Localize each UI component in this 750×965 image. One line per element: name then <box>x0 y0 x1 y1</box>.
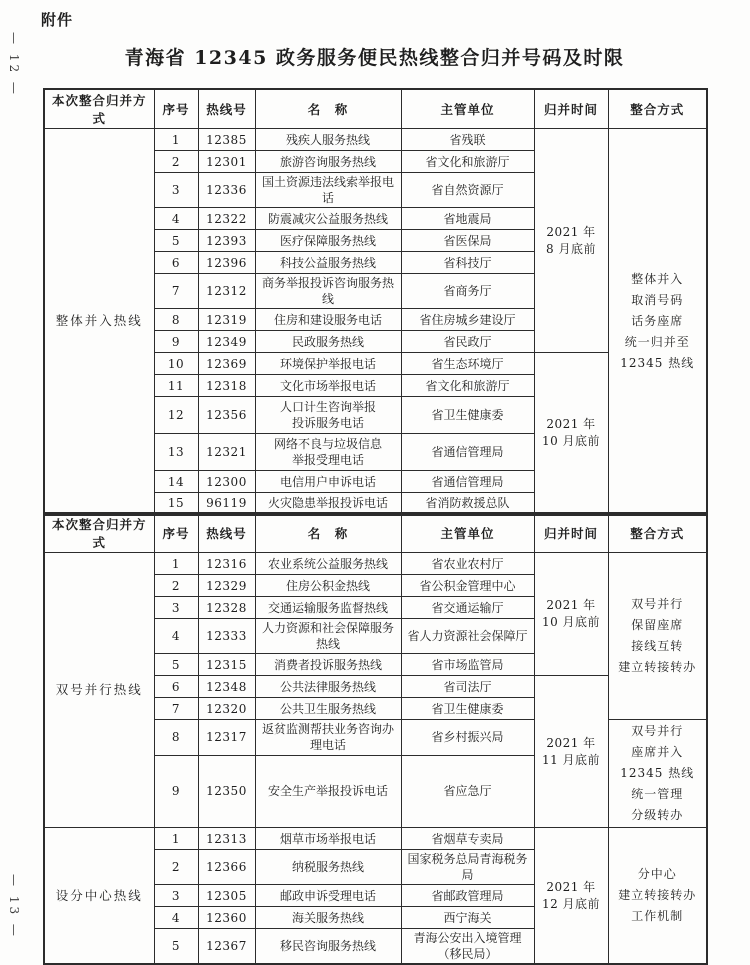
serial-number-cell: 1 <box>154 828 198 850</box>
column-header: 归并时间 <box>534 89 608 129</box>
hotline-name-cell: 火灾隐患举报投诉电话 <box>255 493 401 515</box>
responsible-unit-cell: 省通信管理局 <box>401 434 534 471</box>
serial-number-cell: 3 <box>154 885 198 907</box>
column-header: 主管单位 <box>401 513 534 553</box>
serial-number-cell: 2 <box>154 850 198 885</box>
responsible-unit-cell: 省烟草专卖局 <box>401 828 534 850</box>
hotline-number-cell: 12319 <box>198 309 255 331</box>
column-header: 序号 <box>154 89 198 129</box>
responsible-unit-cell: 省住房城乡建设厅 <box>401 309 534 331</box>
merge-time-cell: 2021 年 8 月底前 <box>534 129 608 353</box>
hotline-name-cell: 移民咨询服务热线 <box>255 929 401 965</box>
responsible-unit-cell: 省人力资源社会保障厅 <box>401 619 534 654</box>
responsible-unit-cell: 省卫生健康委 <box>401 397 534 434</box>
hotline-number-cell: 12393 <box>198 230 255 252</box>
merge-time-cell: 2021 年 12 月底前 <box>534 828 608 965</box>
serial-number-cell: 3 <box>154 597 198 619</box>
hotline-name-cell: 住房和建设服务电话 <box>255 309 401 331</box>
column-header: 热线号 <box>198 89 255 129</box>
table-header-row <box>44 89 707 129</box>
serial-number-cell: 5 <box>154 929 198 965</box>
hotline-name-cell: 公共法律服务热线 <box>255 676 401 698</box>
integration-method-cell: 分中心 建立转接转办 工作机制 <box>608 828 707 965</box>
hotline-number-cell: 12317 <box>198 720 255 756</box>
table-row <box>44 89 707 129</box>
serial-number-cell: 7 <box>154 274 198 309</box>
hotline-name-cell: 住房公积金热线 <box>255 575 401 597</box>
hotline-number-cell: 12356 <box>198 397 255 434</box>
serial-number-cell: 13 <box>154 434 198 471</box>
column-header: 序号 <box>154 513 198 553</box>
serial-number-cell: 1 <box>154 553 198 575</box>
responsible-unit-cell: 西宁海关 <box>401 907 534 929</box>
column-header: 本次整合归并方式 <box>44 513 154 553</box>
hotline-number-cell: 12333 <box>198 619 255 654</box>
hotline-number-cell: 12336 <box>198 173 255 208</box>
serial-number-cell: 9 <box>154 331 198 353</box>
merge-time-cell: 2021 年 10 月底前 <box>534 353 608 515</box>
hotline-number-cell: 12301 <box>198 151 255 173</box>
page-number-top: — 12 — <box>7 32 21 97</box>
hotline-table-overall-merge <box>43 88 708 516</box>
merge-method-cell: 整体并入热线 <box>44 129 154 515</box>
hotline-number-cell: 12369 <box>198 353 255 375</box>
hotline-number-cell: 12366 <box>198 850 255 885</box>
hotline-number-cell: 12396 <box>198 252 255 274</box>
hotline-number-cell: 12350 <box>198 755 255 827</box>
responsible-unit-cell: 省生态环境厅 <box>401 353 534 375</box>
hotline-number-cell: 12318 <box>198 375 255 397</box>
serial-number-cell: 7 <box>154 698 198 720</box>
column-header: 热线号 <box>198 513 255 553</box>
merge-method-cell: 双号并行热线 <box>44 553 154 828</box>
hotline-name-cell: 国土资源违法线索举报电话 <box>255 173 401 208</box>
serial-number-cell: 14 <box>154 471 198 493</box>
serial-number-cell: 4 <box>154 907 198 929</box>
serial-number-cell: 10 <box>154 353 198 375</box>
hotline-name-cell: 人口计生咨询举报 投诉服务电话 <box>255 397 401 434</box>
hotline-name-cell: 网络不良与垃圾信息 举报受理电话 <box>255 434 401 471</box>
hotline-name-cell: 文化市场举报电话 <box>255 375 401 397</box>
responsible-unit-cell: 省残联 <box>401 129 534 151</box>
hotline-name-cell: 医疗保障服务热线 <box>255 230 401 252</box>
responsible-unit-cell: 省地震局 <box>401 208 534 230</box>
responsible-unit-cell: 省农业农村厅 <box>401 553 534 575</box>
serial-number-cell: 4 <box>154 619 198 654</box>
hotline-number-cell: 12321 <box>198 434 255 471</box>
page-number-bottom: — 13 — <box>7 874 21 939</box>
hotline-name-cell: 邮政申诉受理电话 <box>255 885 401 907</box>
hotline-name-cell: 农业系统公益服务热线 <box>255 553 401 575</box>
integration-method-cell: 双号并行 座席并入 12345 热线 统一管理 分级转办 <box>608 720 707 828</box>
responsible-unit-cell: 省通信管理局 <box>401 471 534 493</box>
serial-number-cell: 8 <box>154 309 198 331</box>
attachment-label: 附件 <box>41 11 74 29</box>
hotline-number-cell: 12312 <box>198 274 255 309</box>
responsible-unit-cell: 省邮政管理局 <box>401 885 534 907</box>
responsible-unit-cell: 青海公安出入境管理 （移民局） <box>401 929 534 965</box>
hotline-name-cell: 电信用户申诉电话 <box>255 471 401 493</box>
hotline-name-cell: 消费者投诉服务热线 <box>255 654 401 676</box>
merge-time-cell: 2021 年 11 月底前 <box>534 676 608 828</box>
hotline-number-cell: 12385 <box>198 129 255 151</box>
column-header: 整合方式 <box>608 513 707 553</box>
hotline-number-cell: 12322 <box>198 208 255 230</box>
serial-number-cell: 6 <box>154 676 198 698</box>
integration-method-cell: 双号并行 保留座席 接线互转 建立转接转办 <box>608 553 707 720</box>
responsible-unit-cell: 省消防救援总队 <box>401 493 534 515</box>
serial-number-cell: 3 <box>154 173 198 208</box>
serial-number-cell: 5 <box>154 654 198 676</box>
responsible-unit-cell: 省文化和旅游厅 <box>401 375 534 397</box>
responsible-unit-cell: 省市场监管局 <box>401 654 534 676</box>
serial-number-cell: 8 <box>154 720 198 756</box>
hotline-number-cell: 12328 <box>198 597 255 619</box>
hotline-name-cell: 返贫监测帮扶业务咨询办理电话 <box>255 720 401 756</box>
responsible-unit-cell: 省卫生健康委 <box>401 698 534 720</box>
serial-number-cell: 9 <box>154 755 198 827</box>
serial-number-cell: 15 <box>154 493 198 515</box>
column-header: 本次整合归并方式 <box>44 89 154 129</box>
responsible-unit-cell: 省司法厅 <box>401 676 534 698</box>
hotline-number-cell: 12367 <box>198 929 255 965</box>
serial-number-cell: 12 <box>154 397 198 434</box>
hotline-name-cell: 安全生产举报投诉电话 <box>255 755 401 827</box>
hotline-number-cell: 12316 <box>198 553 255 575</box>
hotline-number-cell: 12329 <box>198 575 255 597</box>
responsible-unit-cell: 省自然资源厅 <box>401 173 534 208</box>
hotline-name-cell: 民政服务热线 <box>255 331 401 353</box>
serial-number-cell: 11 <box>154 375 198 397</box>
responsible-unit-cell: 省乡村振兴局 <box>401 720 534 756</box>
table-header-row <box>44 513 707 553</box>
hotline-name-cell: 海关服务热线 <box>255 907 401 929</box>
responsible-unit-cell: 省商务厅 <box>401 274 534 309</box>
table-row <box>44 553 707 575</box>
serial-number-cell: 5 <box>154 230 198 252</box>
hotline-name-cell: 商务举报投诉咨询服务热线 <box>255 274 401 309</box>
merge-method-cell: 设分中心热线 <box>44 828 154 965</box>
table-row <box>44 129 707 151</box>
hotline-name-cell: 纳税服务热线 <box>255 850 401 885</box>
serial-number-cell: 2 <box>154 151 198 173</box>
serial-number-cell: 2 <box>154 575 198 597</box>
hotline-number-cell: 12320 <box>198 698 255 720</box>
serial-number-cell: 4 <box>154 208 198 230</box>
merge-time-cell: 2021 年 10 月底前 <box>534 553 608 676</box>
responsible-unit-cell: 省公积金管理中心 <box>401 575 534 597</box>
responsible-unit-cell: 省交通运输厅 <box>401 597 534 619</box>
hotline-name-cell: 公共卫生服务热线 <box>255 698 401 720</box>
hotline-number-cell: 12315 <box>198 654 255 676</box>
hotline-name-cell: 人力资源和社会保障服务热线 <box>255 619 401 654</box>
responsible-unit-cell: 省科技厅 <box>401 252 534 274</box>
hotline-name-cell: 残疾人服务热线 <box>255 129 401 151</box>
column-header: 整合方式 <box>608 89 707 129</box>
hotline-name-cell: 环境保护举报电话 <box>255 353 401 375</box>
hotline-number-cell: 12360 <box>198 907 255 929</box>
hotline-number-cell: 12313 <box>198 828 255 850</box>
integration-method-cell: 整体并入 取消号码 话务座席 统一归并至 12345 热线 <box>608 129 707 515</box>
responsible-unit-cell: 国家税务总局青海税务局 <box>401 850 534 885</box>
column-header: 名 称 <box>255 513 401 553</box>
hotline-name-cell: 交通运输服务监督热线 <box>255 597 401 619</box>
hotline-number-cell: 96119 <box>198 493 255 515</box>
table-row <box>44 828 707 850</box>
responsible-unit-cell: 省文化和旅游厅 <box>401 151 534 173</box>
hotline-number-cell: 12349 <box>198 331 255 353</box>
column-header: 归并时间 <box>534 513 608 553</box>
responsible-unit-cell: 省应急厅 <box>401 755 534 827</box>
hotline-number-cell: 12300 <box>198 471 255 493</box>
hotline-name-cell: 防震减灾公益服务热线 <box>255 208 401 230</box>
page-title: 青海省 12345 政务服务便民热线整合归并号码及时限 <box>124 47 625 69</box>
hotline-name-cell: 旅游咨询服务热线 <box>255 151 401 173</box>
column-header: 名 称 <box>255 89 401 129</box>
hotline-number-cell: 12348 <box>198 676 255 698</box>
hotline-number-cell: 12305 <box>198 885 255 907</box>
column-header: 主管单位 <box>401 89 534 129</box>
table-row <box>44 513 707 553</box>
hotline-name-cell: 烟草市场举报电话 <box>255 828 401 850</box>
hotline-name-cell: 科技公益服务热线 <box>255 252 401 274</box>
serial-number-cell: 1 <box>154 129 198 151</box>
responsible-unit-cell: 省医保局 <box>401 230 534 252</box>
serial-number-cell: 6 <box>154 252 198 274</box>
responsible-unit-cell: 省民政厅 <box>401 331 534 353</box>
hotline-table-parallel-and-subcenter <box>43 512 708 965</box>
